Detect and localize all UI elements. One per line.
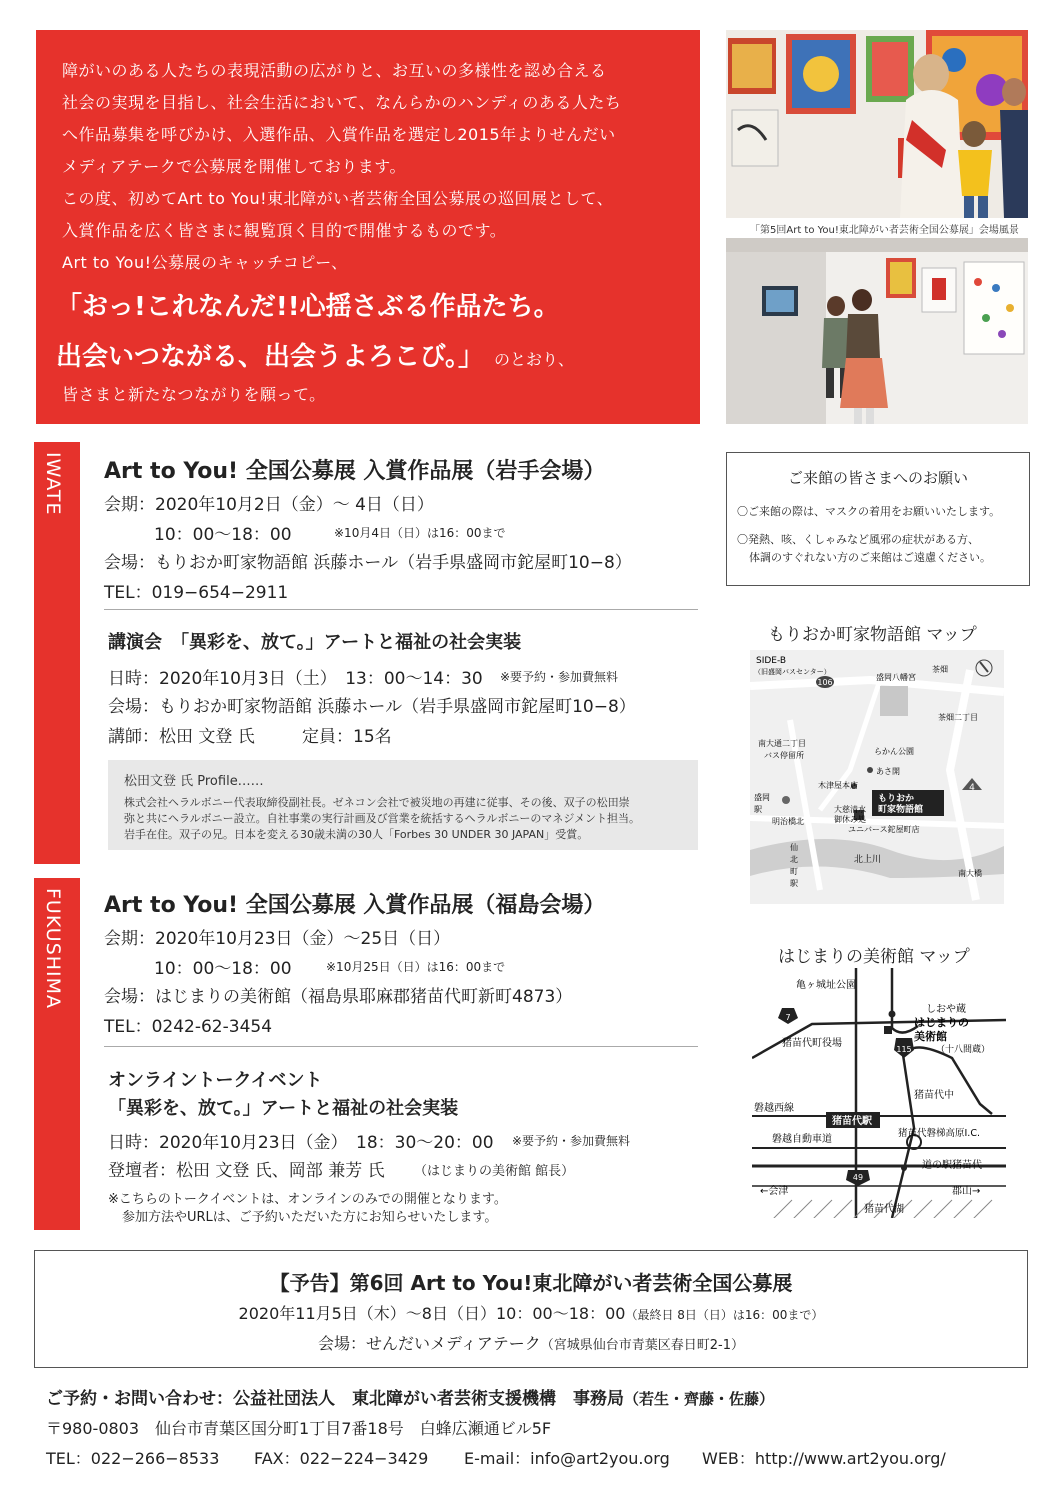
fukushima-title: Art to You! 全国公募展 入賞作品展（福島会場） [104,893,606,918]
iwate-time-note: ※10月4日（日）は16：00まで [334,526,506,540]
catch-copy-2-tail: のとおり、 [493,350,574,369]
route-115-label: 115 [896,1045,912,1054]
intro-box [36,30,700,424]
fukushima-tab-label: FUKUSHIMA [42,888,64,1010]
notice-title: ご来館の皆さまへのお願い [787,469,968,487]
map-label: 盛岡八幡宮 [876,673,916,682]
inawashiro-map [752,968,1006,1218]
map-label: 仙 [790,843,798,852]
contact-web[interactable]: WEB：http://www.art2you.org/ [702,1449,946,1468]
announce-prefix: 【予告】 [269,1271,350,1295]
catch-copy-2 [56,336,574,373]
contact-tel: TEL：022−266−8533 [46,1449,220,1468]
profile-box [108,760,698,850]
announce-title: 第6回 Art to You!東北障がい者芸術全国公募展 [349,1271,793,1295]
announce-dates-note: （最終日 8日（日）は16：00まで） [625,1308,824,1322]
divider [104,1046,698,1047]
event-note: ※要予約・参加費無料 [512,1134,631,1148]
map-label: 茶畑 [932,665,948,674]
iwate-period: 会期：2020年10月2日（金）～ 4日（日） [104,495,434,515]
notice-line: 体調のすぐれない方のご来館はご遠慮ください。 [749,551,991,564]
lecture-venue: 会場：もりおか町家物語館 浜藤ホール（岩手県盛岡市鉈屋町10−8） [108,697,636,717]
capacity: 定員：15名 [302,727,392,747]
intro-closing: 皆さまと新たなつながりを願って。 [62,385,326,404]
map-label: 磐越自動車道 [772,1134,832,1145]
announcement-box [34,1250,1028,1368]
map-label: 明治橋北 [772,817,804,826]
visitor-notice [726,452,1030,586]
event-title-1: オンライントークイベント [108,1070,323,1091]
iwate-tab-label: IWATE [42,452,64,516]
intro-line: 障がいのある人たちの表現活動の広がりと、お互いの多様性を認め合える [62,61,607,80]
station-label: 猪苗代駅 [832,1116,872,1127]
contact-title-row [46,1384,774,1409]
iwate-time: 10：00～18：00 [154,525,292,545]
profile-line: 岩手在住。双子の兄。日本を変える30歳未満の30人「Forbes 30 UNDER 30 JAPAN」受賞。 [124,828,589,841]
map-label: ←会津 [760,1186,789,1197]
online-note-1: ※こちらのトークイベントは、オンラインのみでの開催となります。 [108,1192,507,1207]
map-label: 駅 [790,879,798,888]
fukushima-tel: TEL：0242-62-3454 [104,1017,273,1037]
announce-venue: 会場：せんだいメディアテーク [318,1334,541,1353]
map-label: 猪苗代磐梯高原I.C. [898,1128,980,1139]
announce-venue-row [35,1331,1027,1354]
intro-line: 入賞作品を広く皆さまに観覧頂く目的で開催するものです。 [62,221,507,240]
map-label: 南大橋 [958,869,982,878]
target-museum-label: 町家物語館 [878,805,924,815]
map-label: （十八間蔵） [936,1045,991,1055]
contact-fax: FAX：022−224−3429 [254,1449,429,1468]
profile-line: 弥と共にヘラルボニー設立。自社事業の実行計画及び営業を統括するヘラルボニーのマネジメント担当。 [124,812,641,825]
map-label: 茶畑二丁目 [938,713,978,722]
contact-title-note: （若生・齊藤・佐藤） [624,1390,775,1408]
map-label: 駅 [754,805,762,814]
route-7-label: 7 [785,1013,791,1022]
intro-line: Art to You!公募展のキャッチコピー、 [62,253,348,272]
iwate-tel: TEL：019−654−2911 [104,583,289,603]
map-label: 盛岡 [754,793,770,802]
map-label: SIDE-B [756,656,787,666]
announce-venue-note: （宮城県仙台市青葉区春日町2-1） [540,1338,744,1353]
map-label: バス停留所 [764,751,804,760]
exhibition-photo-1 [726,30,1028,218]
fukushima-time: 10：00～18：00 [154,959,292,979]
event-title-2: 「異彩を、放て。」アートと福祉の社会実装 [108,1098,459,1119]
map-label: 北上川 [854,855,882,865]
route-4-label: 4 [969,783,975,793]
map-label: 亀ヶ城址公園 [796,980,856,991]
map-label: あさ開 [876,767,900,776]
lecture-date: 日時：2020年10月3日（土） 13：00～14：30 [108,669,483,689]
map-label: 猪苗代湖 [864,1204,904,1215]
speakers: 登壇者：松田 文登 氏、岡部 兼芳 氏 [108,1161,385,1181]
announce-dates: 2020年11月5日（木）～8日（日）10：00～18：00 [238,1304,626,1323]
divider [104,609,698,610]
map-label: 郡山→ [952,1186,981,1197]
route-106-label: 106 [817,678,833,687]
contact-title: ご予約・お問い合わせ：公益社団法人 東北障がい者芸術支援機構 事務局 [46,1389,624,1409]
lecture-title: 講演会 「異彩を、放て。」アートと福祉の社会実装 [108,632,522,653]
intro-line: 社会の実現を目指し、社会生活において、なんらかのハンディのある人たち [62,93,622,112]
intro-line: メディアテークで公募展を開催しております。 [62,157,406,176]
lecture-note: ※要予約・参加費無料 [500,670,619,684]
target-museum-label: はじまりの [914,1016,969,1029]
intro-line: へ作品募集を呼びかけ、入選作品、入賞作品を選定し2015年よりせんだい [62,125,616,144]
map-label: ユニバース鉈屋町店 [848,825,920,834]
fukushima-time-note: ※10月25日（日）は16：00まで [326,960,506,974]
fukushima-tab [34,878,80,1230]
notice-line: 〇ご来館の際は、マスクの着用をお願いいたします。 [737,505,1001,518]
fukushima-period: 会期：2020年10月23日（金）～25日（日） [104,929,451,949]
photo-caption: 「第5回Art to You!東北障がい者芸術全国公募展」会場風景 [750,225,1019,236]
map1-title: もりおか町家物語館 マップ [768,625,977,645]
iwate-title: Art to You! 全国公募展 入賞作品展（岩手会場） [104,459,606,484]
map-label: 御休み処 [834,815,866,824]
contact-address: 〒980-0803 仙台市青葉区国分町1丁目7番18号 白蜂広瀬通ビル5F [46,1419,552,1438]
map-label: しおや蔵 [926,1004,966,1015]
map-label: 北 [790,855,798,864]
announce-dates-row [35,1301,1027,1324]
map-label: （旧盛岡バスセンター） [754,668,831,676]
event-date: 日時：2020年10月23日（金） 18：30～20：00 [108,1133,494,1153]
map-label: 木津屋本店 [818,781,858,790]
profile-head: 松田文登 氏 Profile…… [124,774,264,789]
map2-title: はじまりの美術館 マップ [778,947,970,967]
map-label: 猪苗代町役場 [782,1038,842,1049]
profile-line: 株式会社ヘラルボニー代表取締役副社長。ゼネコン会社で被災地の再建に従事、その後、双子の松田崇 [124,796,630,809]
fukushima-venue: 会場：はじまりの美術館（福島県耶麻郡猪苗代町新町4873） [104,987,573,1007]
catch-copy-2-text: 出会いつながる、出会うよろこび。」 [56,342,484,372]
exhibition-photo-2 [726,238,1028,424]
route-49-label: 49 [852,1173,864,1182]
announce-title-row [35,1267,1027,1296]
contact-email[interactable]: E-mail：info@art2you.org [464,1449,670,1468]
map-label: 町 [790,867,798,876]
target-museum-label: 美術館 [914,1030,947,1043]
lecturer: 講師：松田 文登 氏 [108,727,255,747]
iwate-tab [34,442,80,864]
notice-line: 〇発熱、咳、くしゃみなど風邪の症状がある方、 [737,533,979,546]
map-label: 大慈清水 [834,805,866,814]
morioka-map [750,650,1004,904]
target-museum-label: もりおか [878,794,915,804]
intro-line: この度、初めてArt to You!東北障がい者芸術全国公募展の巡回展として、 [62,189,614,208]
map-label: 南大通二丁目 [758,739,806,748]
online-note-2: 参加方法やURLは、ご予約いただいた方にお知らせいたします。 [122,1210,498,1225]
map-label: 猪苗代中 [914,1090,954,1101]
map-label: 磐越西線 [754,1103,794,1114]
map-label: 道の駅猪苗代 [922,1160,982,1171]
speakers-note: （はじまりの美術館 館長） [414,1164,575,1179]
catch-copy-1: 「おっ!これなんだ!!心揺さぶる作品たち。 [56,292,560,322]
iwate-venue: 会場：もりおか町家物語館 浜藤ホール（岩手県盛岡市鉈屋町10−8） [104,553,632,573]
map-label: らかん公園 [874,747,914,756]
